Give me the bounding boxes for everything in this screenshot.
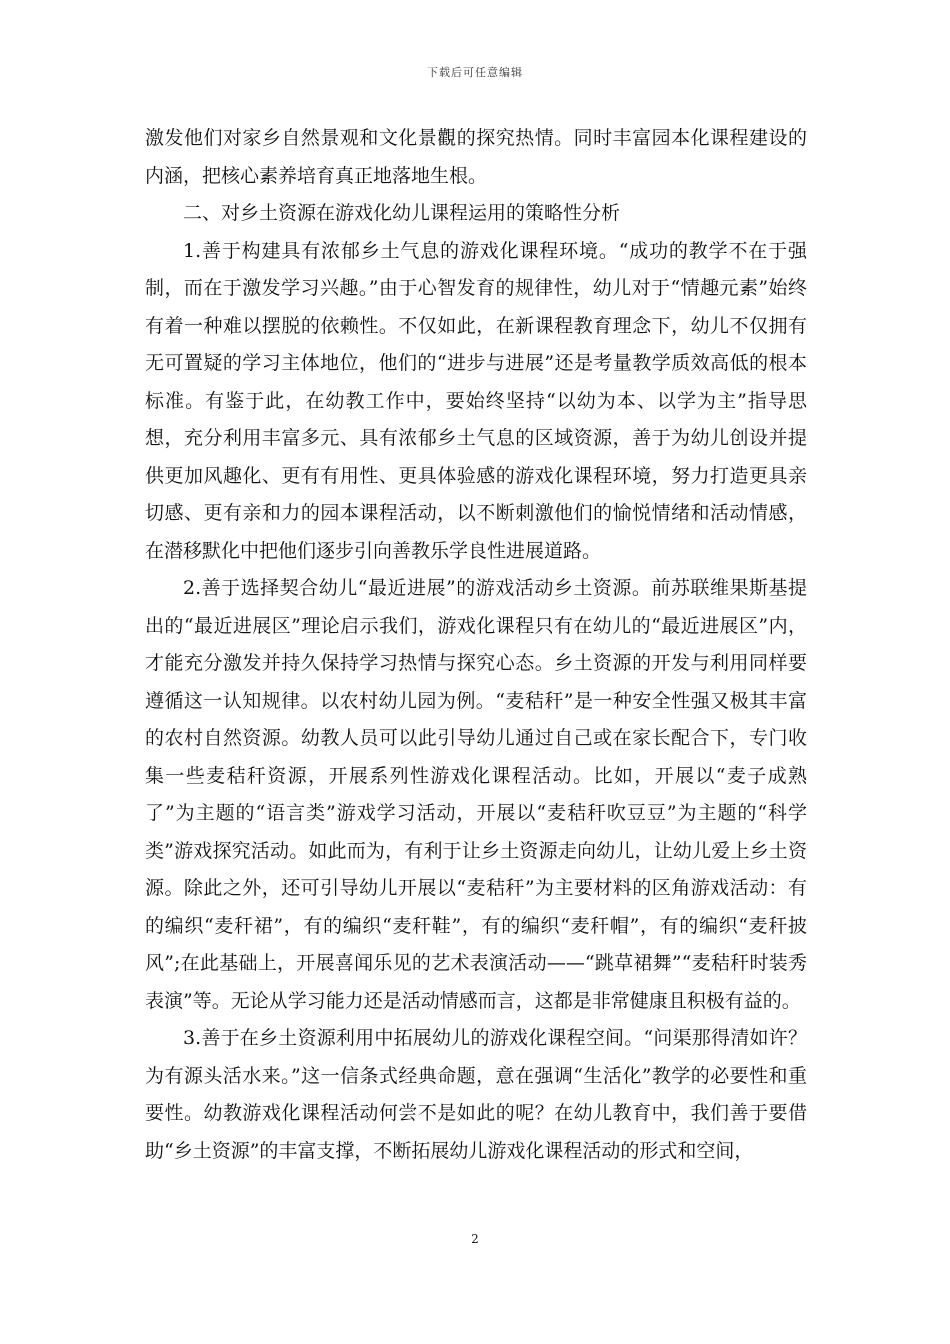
page-header: 下载后可任意编辑 bbox=[427, 66, 523, 79]
paragraph-continuation: 激发他们对家乡自然景观和文化景觀的探究热情。同时丰富园本化课程建设的内涵，把核心素养培育真正地落地生根。 bbox=[145, 127, 807, 187]
paragraph-strategy-1: 1.善于构建具有浓郁乡土气息的游戏化课程环境。“成功的教学不在于强制，而在于激发学习兴趣。”由于心智发育的规律性，幼儿对于“情趣元素”始终有着一种难以摆脱的依赖性。不仅如此，在新课程教育理念下，幼儿不仅拥有无可置疑的学习主体地位，他们的“进步与进展”还是考量教学质效高低的根本标准。有鉴于此，在幼教工作中，要始终坚持“以幼为本、以学为主”指导思想，充分利用丰富多元、具有浓郁乡土气息的区域资源，善于为幼儿创设并提供更加风趣化、更有有用性、更具体验感的游戏化课程环境，努力打造更具亲切感、更有亲和力的园本课程活动，以不断刺激他们的愉悦情绪和活动情感，在潜移默化中把他们逐步引向善教乐学良性进展道路。 bbox=[145, 239, 807, 562]
paragraph-strategy-3: 3.善于在乡土资源利用中拓展幼儿的游戏化课程空间。“问渠那得清如许？为有源头活水来。”这一信条式经典命题，意在强调“生活化”教学的必要性和重要性。幼教游戏化课程活动何尝不是如此的呢？在幼儿教育中，我们善于要借助“乡土资源”的丰富支撑，不断拓展幼儿游戏化课程活动的形式和空间， bbox=[145, 1027, 807, 1162]
paragraph-strategy-2: 2.善于选择契合幼儿“最近进展”的游戏活动乡土资源。前苏联维果斯基提出的“最近进展区”理论启示我们，游戏化课程只有在幼儿的“最近进展区”内，才能充分激发并持久保持学习热情与探究心态。乡土资源的开发与利用同样要遵循这一认知规律。以农村幼儿园为例。“麦秸秆”是一种安全性强又极其丰富的农村自然资源。幼教人员可以此引导幼儿通过自己或在家长配合下，专门收集一些麦秸秆资源，开展系列性游戏化课程活动。比如，开展以“麦子成熟了”为主题的“语言类”游戏学习活动，开展以“麦秸秆吹豆豆”为主题的“科学类”游戏探究活动。如此而为，有利于让乡土资源走向幼儿，让幼儿爱上乡土资源。除此之外，还可引导幼儿开展以“麦秸秆”为主要材料的区角游戏活动：有的编织“麦秆裙”，有的编织“麦秆鞋”，有的编织“麦秆帽”，有的编织“麦秆披风”;在此基础上，开展喜闻乐见的艺术表演活动——“跳草裙舞”“麦秸秆时装秀表演”等。无论从学习能力还是活动情感而言，这都是非常健康且积极有益的。 bbox=[145, 577, 807, 1012]
page-number: 2 bbox=[471, 1232, 479, 1246]
section-heading: 二、对乡土资源在游戏化幼儿课程运用的策略性分析 bbox=[183, 202, 621, 224]
document-body bbox=[145, 120, 807, 1170]
